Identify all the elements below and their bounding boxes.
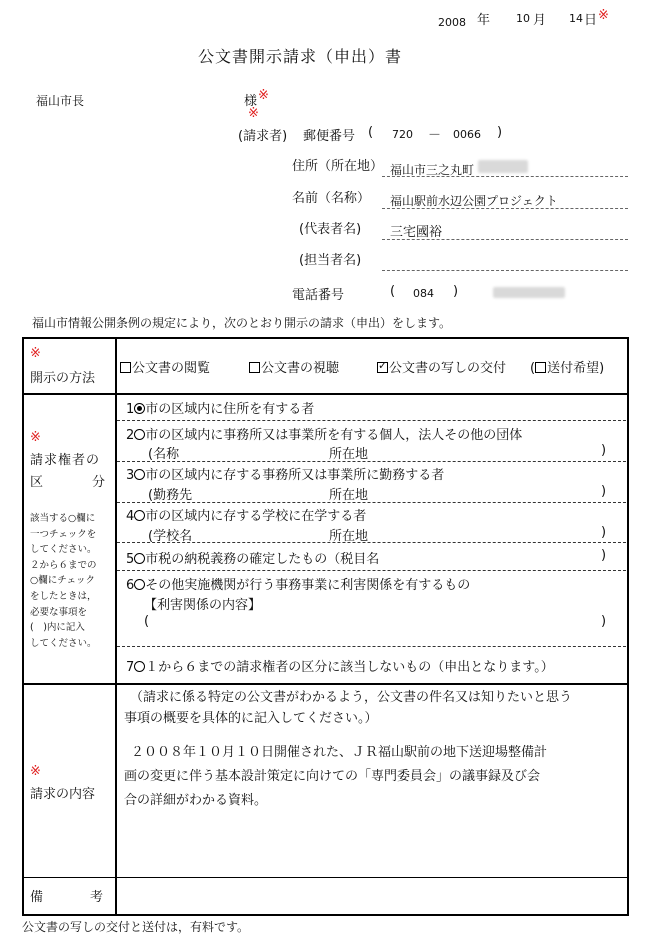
representative-underline xyxy=(382,239,628,240)
item-text: 市の区域内に存する学校に在学する者 xyxy=(145,509,367,524)
name-value: 福山駅前水辺公園プロジェクト xyxy=(390,194,558,208)
radio-selected[interactable] xyxy=(134,403,145,414)
option-copy[interactable] xyxy=(377,357,506,376)
method-label: 開示の方法 xyxy=(30,371,96,386)
option-send[interactable] xyxy=(530,357,604,376)
note-line: 一つチェックを xyxy=(30,528,97,540)
representative-value: 三宅國裕 xyxy=(390,225,443,240)
content-instruction-line2: 事項の概要を具体的に記入してください。） xyxy=(124,711,378,726)
radio-unselected[interactable] xyxy=(134,510,145,521)
item3-close-paren: ) xyxy=(601,484,607,499)
postal-code-part2: 0066 xyxy=(453,128,481,141)
eligibility-label-char2: 分 xyxy=(92,475,106,490)
note-line: 必要な事項を xyxy=(30,606,88,618)
date-required-mark: ※ xyxy=(598,8,609,23)
item2-name-field: (名称 xyxy=(148,447,180,462)
row-divider-eligibility xyxy=(22,683,629,685)
option-inspection[interactable] xyxy=(120,357,210,376)
eligibility-option-3[interactable] xyxy=(126,464,444,483)
table-bottom-border xyxy=(22,914,629,916)
copy-checkbox-checked[interactable] xyxy=(377,362,388,373)
eligibility-label-char1: 区 xyxy=(30,475,44,490)
item-number: 1 xyxy=(126,402,135,417)
note-line: ２から６までの xyxy=(30,559,97,571)
send-close-paren: ) xyxy=(599,361,605,376)
addressee-honorific: 様 xyxy=(244,94,258,109)
item-number: 4 xyxy=(126,509,135,524)
eligibility-option-2[interactable] xyxy=(126,424,522,443)
viewing-checkbox[interactable] xyxy=(249,362,260,373)
intro-statement: 福山市情報公開条例の規定により，次のとおり開示の請求（申出）をします。 xyxy=(32,316,452,330)
content-body-line3: 合の詳細がわかる資料。 xyxy=(124,793,268,808)
postal-code-label: 郵便番号 xyxy=(303,129,356,144)
row-divider-method xyxy=(22,393,629,395)
option-viewing[interactable] xyxy=(249,357,339,376)
date-month-value: 10 xyxy=(516,12,530,25)
requester-label: (請求者) xyxy=(238,129,288,144)
radio-unselected[interactable] xyxy=(134,429,145,440)
addressee-name: 福山市長 xyxy=(36,94,85,108)
remarks-label-char2: 考 xyxy=(90,890,104,905)
item6-close-paren: ) xyxy=(601,614,607,629)
item3-location-field: 所在地 xyxy=(329,488,369,503)
inspection-checkbox[interactable] xyxy=(120,362,131,373)
date-month-unit: 月 xyxy=(533,13,547,28)
table-top-border xyxy=(22,337,629,339)
postal-open-paren: ( xyxy=(368,125,374,140)
radio-unselected[interactable] xyxy=(134,661,145,672)
method-required-mark: ※ xyxy=(30,346,41,361)
item4-close-paren: ) xyxy=(601,525,607,540)
content-body-line2: 画の変更に伴う基本設計策定に向けての「専門委員会」の議事録及び会 xyxy=(124,769,541,784)
representative-label: (代表者名) xyxy=(299,222,362,237)
eligibility-option-5[interactable] xyxy=(126,548,379,567)
item-separator xyxy=(117,420,626,421)
send-open-paren: ( xyxy=(530,361,536,376)
eligibility-option-4[interactable] xyxy=(126,505,366,524)
phone-area-code: 084 xyxy=(413,287,434,300)
redacted-address xyxy=(478,160,528,173)
viewing-label: 公文書の視聴 xyxy=(261,361,340,376)
name-underline xyxy=(382,208,628,209)
item-text: その他実施機関が行う事務事業に利害関係を有するもの xyxy=(145,578,471,593)
item-separator xyxy=(117,461,626,462)
content-label: 請求の内容 xyxy=(30,787,96,802)
note-line: してください。 xyxy=(30,637,97,649)
eligibility-note xyxy=(30,511,114,651)
eligibility-option-6[interactable] xyxy=(126,574,470,593)
note-line: をしたときは， xyxy=(30,590,97,602)
item-number: 3 xyxy=(126,468,135,483)
phone-label: 電話番号 xyxy=(292,288,345,303)
item4-school-field: (学校名 xyxy=(148,529,193,544)
item-separator xyxy=(117,542,626,543)
name-label: 名前（名称） xyxy=(292,191,371,206)
item4-location-field: 所在地 xyxy=(329,529,369,544)
item3-workplace-field: (勤務先 xyxy=(148,488,193,503)
item-number: 6 xyxy=(126,578,135,593)
item2-location-field: 所在地 xyxy=(329,447,369,462)
item6-open-paren: ( xyxy=(144,614,150,629)
content-instruction-line1: （請求に係る特定の公文書がわかるよう，公文書の件名又は知りたいと思う xyxy=(130,690,573,705)
remarks-label-char1: 備 xyxy=(30,890,44,905)
note-line: ( )内に記入 xyxy=(30,622,85,634)
item-separator xyxy=(117,646,626,647)
item2-close-paren: ) xyxy=(601,443,607,458)
copy-label: 公文書の写しの交付 xyxy=(389,361,507,376)
table-left-border xyxy=(22,337,24,916)
item-separator xyxy=(117,502,626,503)
table-right-border xyxy=(627,337,629,916)
item-text: 市税の納税義務の確定したもの（税目名 xyxy=(145,552,380,567)
radio-unselected[interactable] xyxy=(134,469,145,480)
item-separator xyxy=(117,570,626,571)
address-value: 福山市三之丸町 xyxy=(390,163,475,177)
eligibility-required-mark: ※ xyxy=(30,430,41,445)
item-text: １から６までの請求権者の区分に該当しないもの（申出となります。） xyxy=(145,660,554,675)
note-line: ○欄にチェック xyxy=(30,575,96,587)
item-number: 5 xyxy=(126,552,135,567)
redacted-phone xyxy=(493,287,565,298)
address-label: 住所（所在地） xyxy=(292,159,384,174)
date-day-value: 14 xyxy=(569,12,583,25)
note-line: してください。 xyxy=(30,544,97,556)
send-checkbox[interactable] xyxy=(535,362,546,373)
contact-person-label: (担当者名) xyxy=(299,253,362,268)
document-title: 公文書開示請求（申出）書 xyxy=(198,47,403,66)
item-number: 2 xyxy=(126,428,135,443)
content-required-mark: ※ xyxy=(30,764,41,779)
footer-note: 公文書の写しの交付と送付は，有料です。 xyxy=(22,920,250,934)
addressee-required-mark: ※ xyxy=(258,88,269,103)
item6-interest-label: 【利害関係の内容】 xyxy=(144,598,262,613)
radio-unselected[interactable] xyxy=(134,579,145,590)
eligibility-label-line1: 請求権者の xyxy=(30,453,101,468)
item-number: 7 xyxy=(126,660,135,675)
date-day-unit: 日 xyxy=(584,13,598,28)
date-year-unit: 年 xyxy=(477,13,491,28)
remarks-field[interactable] xyxy=(118,880,624,912)
send-label: 送付希望 xyxy=(547,361,600,376)
inspection-label: 公文書の閲覧 xyxy=(132,361,211,376)
note-line: 該当する○欄に xyxy=(30,513,96,524)
table-column-divider xyxy=(115,337,117,916)
phone-open-paren: ( xyxy=(390,284,396,299)
row-divider-content xyxy=(22,877,629,878)
eligibility-option-7[interactable] xyxy=(126,656,554,675)
phone-close-paren: ) xyxy=(453,284,459,299)
eligibility-option-1[interactable] xyxy=(126,398,314,417)
postal-close-paren: ) xyxy=(497,125,503,140)
date-year-value: 2008 xyxy=(438,16,466,29)
item-text: 市の区域内に住所を有する者 xyxy=(145,402,315,417)
content-body-line1: ２００８年１０月１０日開催された、ＪＲ福山駅前の地下送迎場整備計 xyxy=(131,745,548,760)
contact-underline xyxy=(382,270,628,271)
item5-close-paren: ) xyxy=(601,548,607,563)
radio-unselected[interactable] xyxy=(134,553,145,564)
address-underline xyxy=(382,176,628,177)
item-text: 市の区域内に事務所又は事業所を有する個人，法人その他の団体 xyxy=(145,428,523,443)
postal-code-part1: 720 xyxy=(392,128,413,141)
postal-dash: － xyxy=(428,128,442,143)
item-text: 市の区域内に存する事務所又は事業所に勤務する者 xyxy=(145,468,445,483)
requester-required-mark: ※ xyxy=(248,106,259,121)
